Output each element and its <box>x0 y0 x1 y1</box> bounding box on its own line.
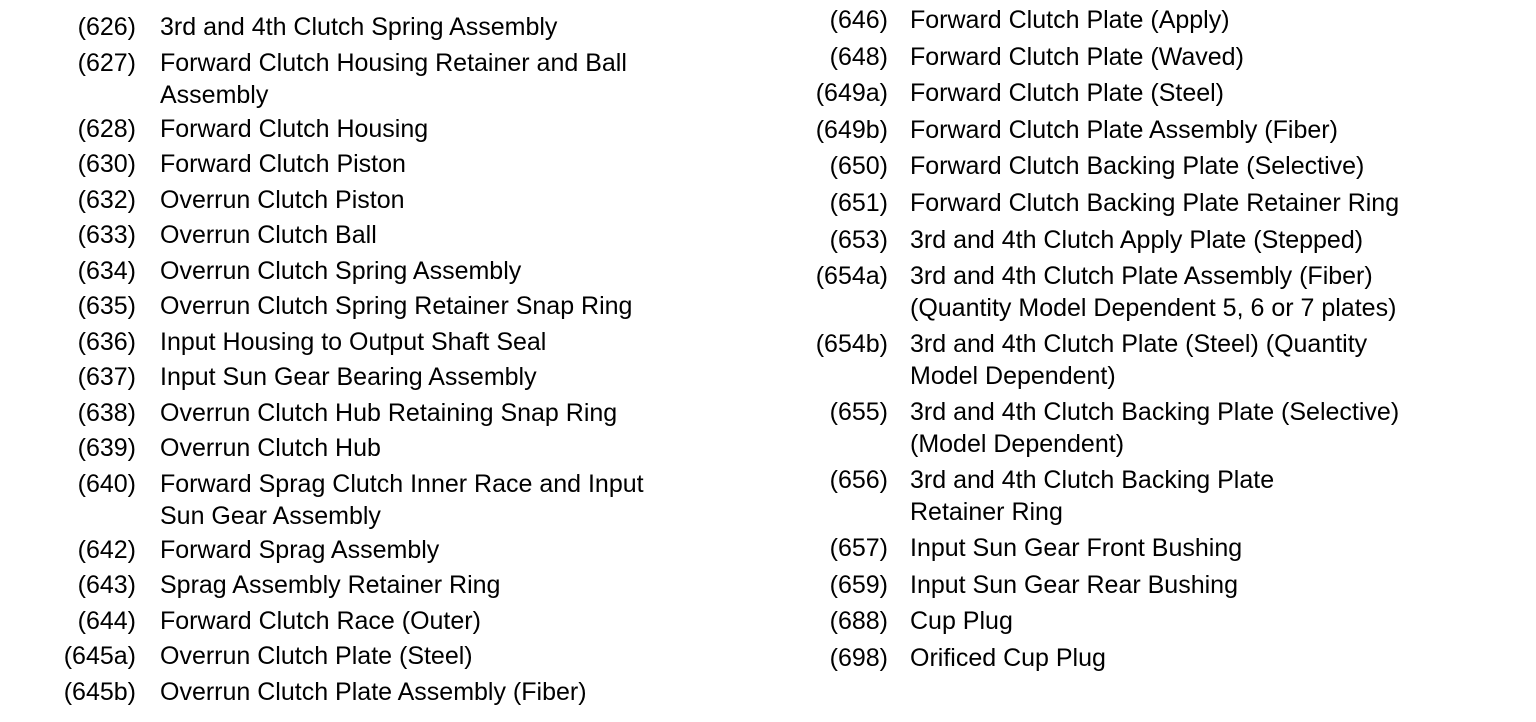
list-item <box>804 41 1504 78</box>
list-item <box>804 328 1504 396</box>
list-item <box>804 464 1504 532</box>
part-number: (642) <box>77 535 136 564</box>
list-item <box>56 640 756 676</box>
part-description: Overrun Clutch Ball <box>160 221 377 249</box>
part-description: Input Sun Gear Rear Bushing <box>910 570 1238 599</box>
part-description: Cup Plug <box>910 607 1013 636</box>
part-description: Overrun Clutch Spring Retainer Snap Ring <box>160 292 633 320</box>
part-number: (636) <box>77 327 136 356</box>
part-number: (638) <box>77 398 136 427</box>
part-description: Overrun Clutch Piston <box>160 185 405 214</box>
part-description: Sprag Assembly Retainer Ring <box>160 571 501 599</box>
list-item <box>804 260 1504 328</box>
list-item <box>56 569 756 605</box>
list-item <box>56 468 756 534</box>
part-description: Forward Clutch Plate Assembly (Fiber) <box>910 115 1338 144</box>
part-number: (654a) <box>815 262 888 291</box>
part-description: Forward Clutch Plate (Steel) <box>910 79 1225 108</box>
part-number: (627) <box>77 48 136 77</box>
part-number: (698) <box>829 643 888 672</box>
part-description: Input Sun Gear Front Bushing <box>910 534 1243 563</box>
list-item <box>56 605 756 641</box>
list-item <box>804 224 1504 261</box>
part-number: (688) <box>829 607 888 636</box>
part-number: (653) <box>829 225 888 254</box>
part-number: (645a) <box>63 642 136 670</box>
part-number: (649b) <box>815 115 888 144</box>
part-description: Overrun Clutch Hub Retaining Snap Ring <box>160 398 618 427</box>
part-description: Overrun Clutch Plate (Steel) <box>160 642 473 670</box>
part-description: Overrun Clutch Hub <box>160 434 381 462</box>
parts-list-left <box>56 11 756 711</box>
list-item <box>56 11 756 47</box>
list-item <box>56 432 756 468</box>
part-number: (645b) <box>63 677 136 706</box>
part-description: Forward Clutch Race (Outer) <box>160 606 481 635</box>
list-item <box>56 397 756 433</box>
part-description: 3rd and 4th Clutch Backing Plate Retainer Ring <box>910 466 1275 527</box>
list-item <box>56 676 756 712</box>
list-item <box>804 150 1504 187</box>
part-description: 3rd and 4th Clutch Apply Plate (Stepped) <box>910 225 1364 254</box>
list-item <box>804 114 1504 151</box>
list-item <box>56 290 756 326</box>
list-item <box>804 569 1504 606</box>
part-number: (649a) <box>815 79 888 108</box>
list-item <box>56 255 756 291</box>
part-description: Overrun Clutch Plate Assembly (Fiber) <box>160 677 587 706</box>
part-number: (648) <box>829 42 888 71</box>
list-item <box>804 642 1504 679</box>
part-description: Forward Clutch Backing Plate (Selective) <box>910 152 1365 181</box>
part-description: Forward Sprag Clutch Inner Race and Input Sun Gear Assembly <box>160 469 644 530</box>
part-number: (630) <box>77 150 136 178</box>
part-description: Orificed Cup Plug <box>910 643 1106 672</box>
part-description: Forward Clutch Housing <box>160 114 429 143</box>
list-item <box>804 396 1504 464</box>
part-number: (655) <box>829 398 888 427</box>
part-number: (635) <box>77 292 136 320</box>
part-description: 3rd and 4th Clutch Spring Assembly <box>160 13 558 41</box>
part-description: Forward Clutch Plate (Waved) <box>910 42 1244 71</box>
part-description: 3rd and 4th Clutch Plate (Steel) (Quantity Model Dependent) <box>910 330 1368 391</box>
list-item <box>56 148 756 184</box>
list-item <box>804 532 1504 569</box>
list-item <box>804 187 1504 224</box>
list-item <box>56 47 756 113</box>
part-description: Forward Clutch Plate (Apply) <box>910 6 1230 34</box>
part-description: Input Sun Gear Bearing Assembly <box>160 363 537 391</box>
list-item <box>56 184 756 220</box>
part-number: (657) <box>829 534 888 563</box>
part-description: Overrun Clutch Spring Assembly <box>160 256 522 285</box>
list-item <box>56 326 756 362</box>
part-number: (637) <box>77 363 136 391</box>
part-description: Forward Clutch Backing Plate Retainer Ring <box>910 188 1400 217</box>
part-number: (651) <box>829 188 888 217</box>
list-item <box>804 4 1504 41</box>
part-number: (650) <box>829 152 888 181</box>
list-item <box>804 605 1504 642</box>
list-item <box>56 219 756 255</box>
list-item <box>56 534 756 570</box>
part-description: Forward Clutch Housing Retainer and Ball Assembly <box>160 48 627 109</box>
part-description: 3rd and 4th Clutch Backing Plate (Selective) (Model Dependent) <box>910 398 1400 459</box>
list-item <box>804 77 1504 114</box>
part-number: (640) <box>77 469 136 498</box>
part-number: (639) <box>77 434 136 462</box>
part-description: Forward Sprag Assembly <box>160 535 440 564</box>
part-number: (634) <box>77 256 136 285</box>
part-number: (644) <box>77 606 136 635</box>
part-number: (633) <box>77 221 136 249</box>
part-number: (646) <box>829 6 888 34</box>
part-description: Forward Clutch Piston <box>160 150 406 178</box>
part-number: (656) <box>829 466 888 495</box>
part-number: (659) <box>829 570 888 599</box>
list-item <box>56 361 756 397</box>
part-description: Input Housing to Output Shaft Seal <box>160 327 547 356</box>
part-number: (654b) <box>815 330 888 359</box>
part-number: (632) <box>77 185 136 214</box>
part-description: 3rd and 4th Clutch Plate Assembly (Fiber) (Quantity Model Dependent 5, 6 or 7 plates) <box>910 262 1397 323</box>
part-number: (643) <box>77 571 136 599</box>
list-item <box>56 113 756 149</box>
part-number: (628) <box>77 114 136 143</box>
part-number: (626) <box>77 13 136 41</box>
parts-list-right <box>804 4 1504 679</box>
